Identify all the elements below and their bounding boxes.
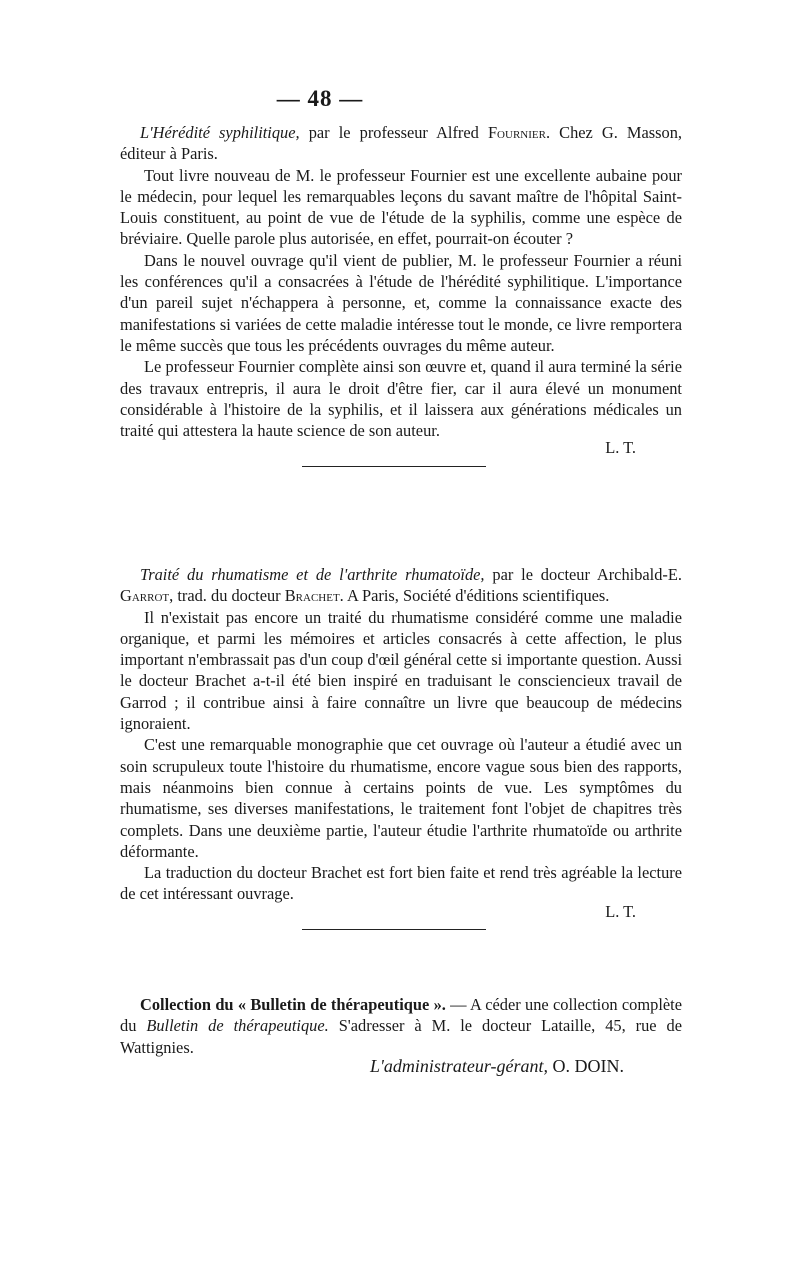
reviewer-signature: L. T.: [605, 438, 636, 458]
book-title: Traité du rhumatisme et de l'arthrite rhumatoïde,: [140, 565, 485, 584]
translator-name: Brachet: [284, 586, 340, 606]
review-paragraph: Dans le nouvel ouvrage qu'il vient de publier, M. le professeur Fournier a réuni les conférences qu'il a consacrées à l'étude de l'hérédité syphilitique. L'importance d'un pareil sujet n'échappera à personne, et, comme la connaissance exacte des manifestations si variées de cette maladie intéresse tout le monde, ce livre remportera le même succès que tous les précédents ouvrages du même auteur.: [120, 250, 682, 355]
review-heading: [120, 122, 682, 165]
byline-text: par le professeur Alfred: [299, 123, 488, 142]
admin-name: O. DOIN.: [548, 1056, 624, 1076]
admin-role: L'administrateur-gérant,: [370, 1056, 548, 1076]
publisher-text: . A Paris, Société d'éditions scientifiques.: [339, 586, 610, 606]
section-divider: [302, 466, 486, 467]
author-name: Garrot: [120, 586, 170, 606]
review-traite-rhumatisme: [120, 564, 682, 930]
publisher-text: . Chez G. Masson, éditeur à Paris.: [120, 123, 682, 164]
journal-title: Bulletin de thérapeutique.: [146, 1016, 329, 1036]
notice-paragraph: [120, 994, 682, 1058]
book-title: L'Hérédité syphilitique,: [140, 123, 300, 142]
notice-text: S'adresser à M. le docteur Lataille, 45, rue de Wattignies.: [120, 1016, 682, 1057]
administrator-signature: [120, 1056, 624, 1077]
byline-text: par le docteur Archibald-E.: [484, 565, 682, 584]
review-paragraph: Tout livre nouveau de M. le professeur Fournier est une excellente aubaine pour le médecin, pour lequel les remarquables leçons du savant maître de l'hôpital Saint-Louis constituent, au point de vue de l'étude de la syphilis, comme une espèce de bréviaire. Quelle parole plus autorisée, en effet, pourrait-on écouter ?: [120, 165, 682, 249]
section-divider: [302, 929, 486, 930]
notice-text: — A céder une collection complète du: [120, 995, 682, 1036]
review-heredite-syphilitique: [120, 122, 682, 467]
author-name: Fournier: [487, 123, 546, 142]
byline-text: , trad. du docteur: [169, 586, 285, 606]
review-paragraph: Le professeur Fournier complète ainsi son œuvre et, quand il aura terminé la série des travaux entrepris, il aura le droit d'être fier, car il aura élevé un monument considérable à l'histoire de la syphilis, et il laissera aux générations médicales un traité qui attestera la haute science de son auteur.: [120, 357, 682, 441]
classified-notice: [120, 994, 682, 1058]
reviewer-signature: L. T.: [605, 901, 636, 921]
review-heading: [120, 564, 682, 607]
review-paragraph: Il n'existait pas encore un traité du rhumatisme considéré comme une maladie organique, et parmi les mémoires et articles consacrés à cette affection, le plus important n'embrassait pas d'un coup d'œil général cette si importante question. Aussi le docteur Brachet a-t-il été bien inspiré en traduisant le consciencieux travail de Garrod ; il contribue ainsi à faire connaître un livre que beaucoup de médecins ignoraient.: [120, 607, 682, 734]
notice-heading: Collection du « Bulletin de thérapeutique ».: [140, 995, 446, 1014]
review-paragraph: La traduction du docteur Brachet est fort bien faite et rend très agréable la lecture de cet intéressant ouvrage.: [120, 863, 682, 904]
page-number: — 48 —: [276, 86, 364, 111]
review-paragraph: C'est une remarquable monographie que cet ouvrage où l'auteur a étudié avec un soin scrupuleux toute l'histoire du rhumatisme, encore vague sous bien des rapports, mais néanmoins bien connue à certains points de vue. Les symptômes du rhumatisme, ses diverses manifestations, le traitement font l'objet de chapitres très complets. Dans une deuxième partie, l'auteur étudie l'arthrite rhumatoïde ou arthrite déformante.: [120, 735, 682, 861]
